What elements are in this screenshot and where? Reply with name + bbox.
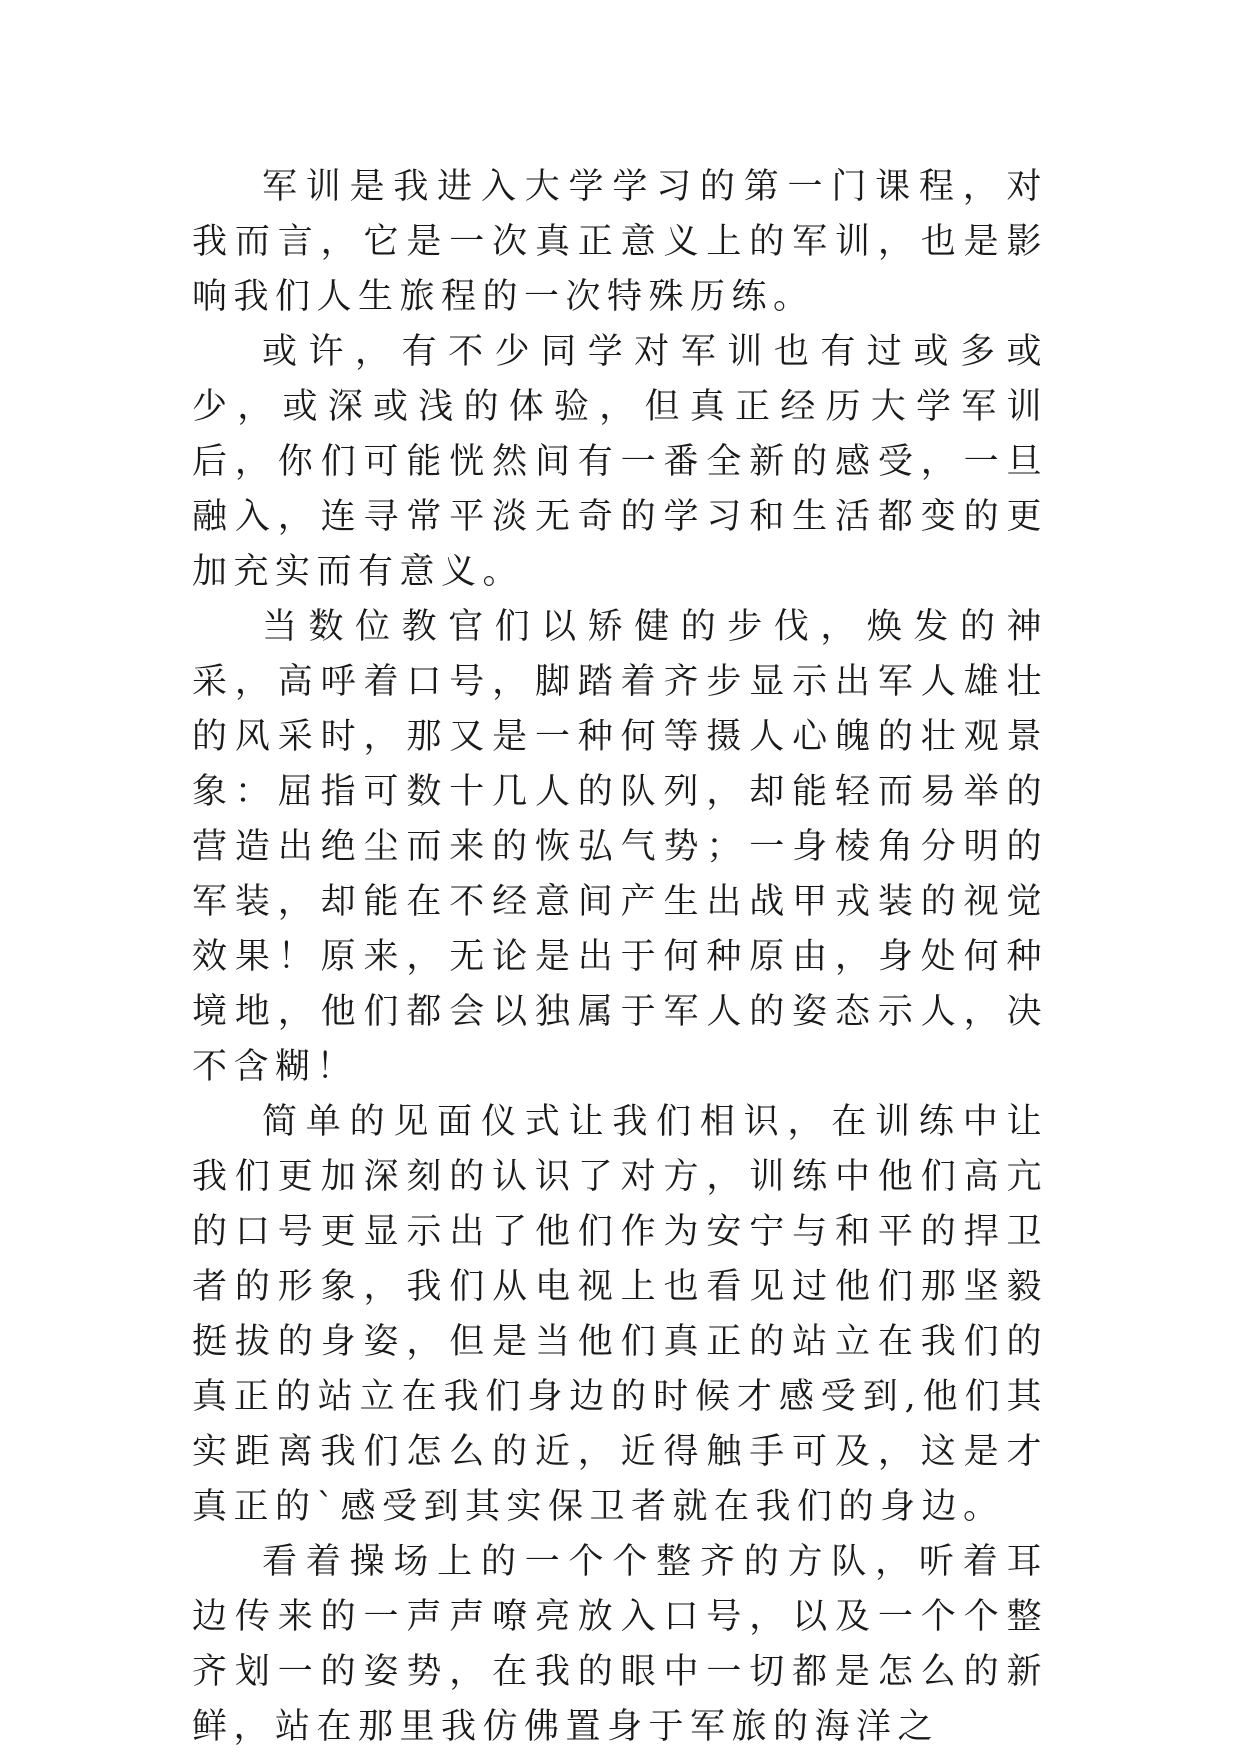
document-page <box>192 160 1048 1755</box>
paragraph-3: 当数位教官们以矫健的步伐，焕发的神采，高呼着口号，脚踏着齐步显示出军人雄壮的风采时，那又是一种何等摄人心魄的壮观景象：屈指可数十几人的队列，却能轻而易举的营造出绝尘而来的恢弘气势；一身棱角分明的军装，却能在不经意间产生出战甲戎装的视觉效果！原来，无论是出于何种原由，身处何种境地，他们都会以独属于军人的姿态示人，决不含糊！ <box>192 607 1048 1087</box>
paragraph-5: 看着操场上的一个个整齐的方队，听着耳边传来的一声声嘹亮放入口号，以及一个个整齐划一的姿势，在我的眼中一切都是怎么的新鲜，站在那里我仿佛置身于军旅的海洋之 <box>192 1542 1048 1747</box>
paragraph-2: 或许，有不少同学对军训也有过或多或少，或深或浅的体验，但真正经历大学军训后，你们可能恍然间有一番全新的感受，一旦融入，连寻常平淡无奇的学习和生活都变的更加充实而有意义。 <box>192 332 1048 592</box>
paragraph-1: 军训是我进入大学学习的第一门课程，对我而言，它是一次真正意义上的军训，也是影响我们人生旅程的一次特殊历练。 <box>192 167 1048 317</box>
paragraph-4: 简单的见面仪式让我们相识，在训练中让我们更加深刻的认识了对方，训练中他们高亢的口号更显示出了他们作为安宁与和平的捍卫者的形象，我们从电视上也看见过他们那坚毅挺拔的身姿，但是当他们真正的站立在我们的真正的站立在我们身边的时候才感受到,他们其实距离我们怎么的近，近得触手可及，这是才真正的`感受到其实保卫者就在我们的身边。 <box>192 1102 1048 1527</box>
